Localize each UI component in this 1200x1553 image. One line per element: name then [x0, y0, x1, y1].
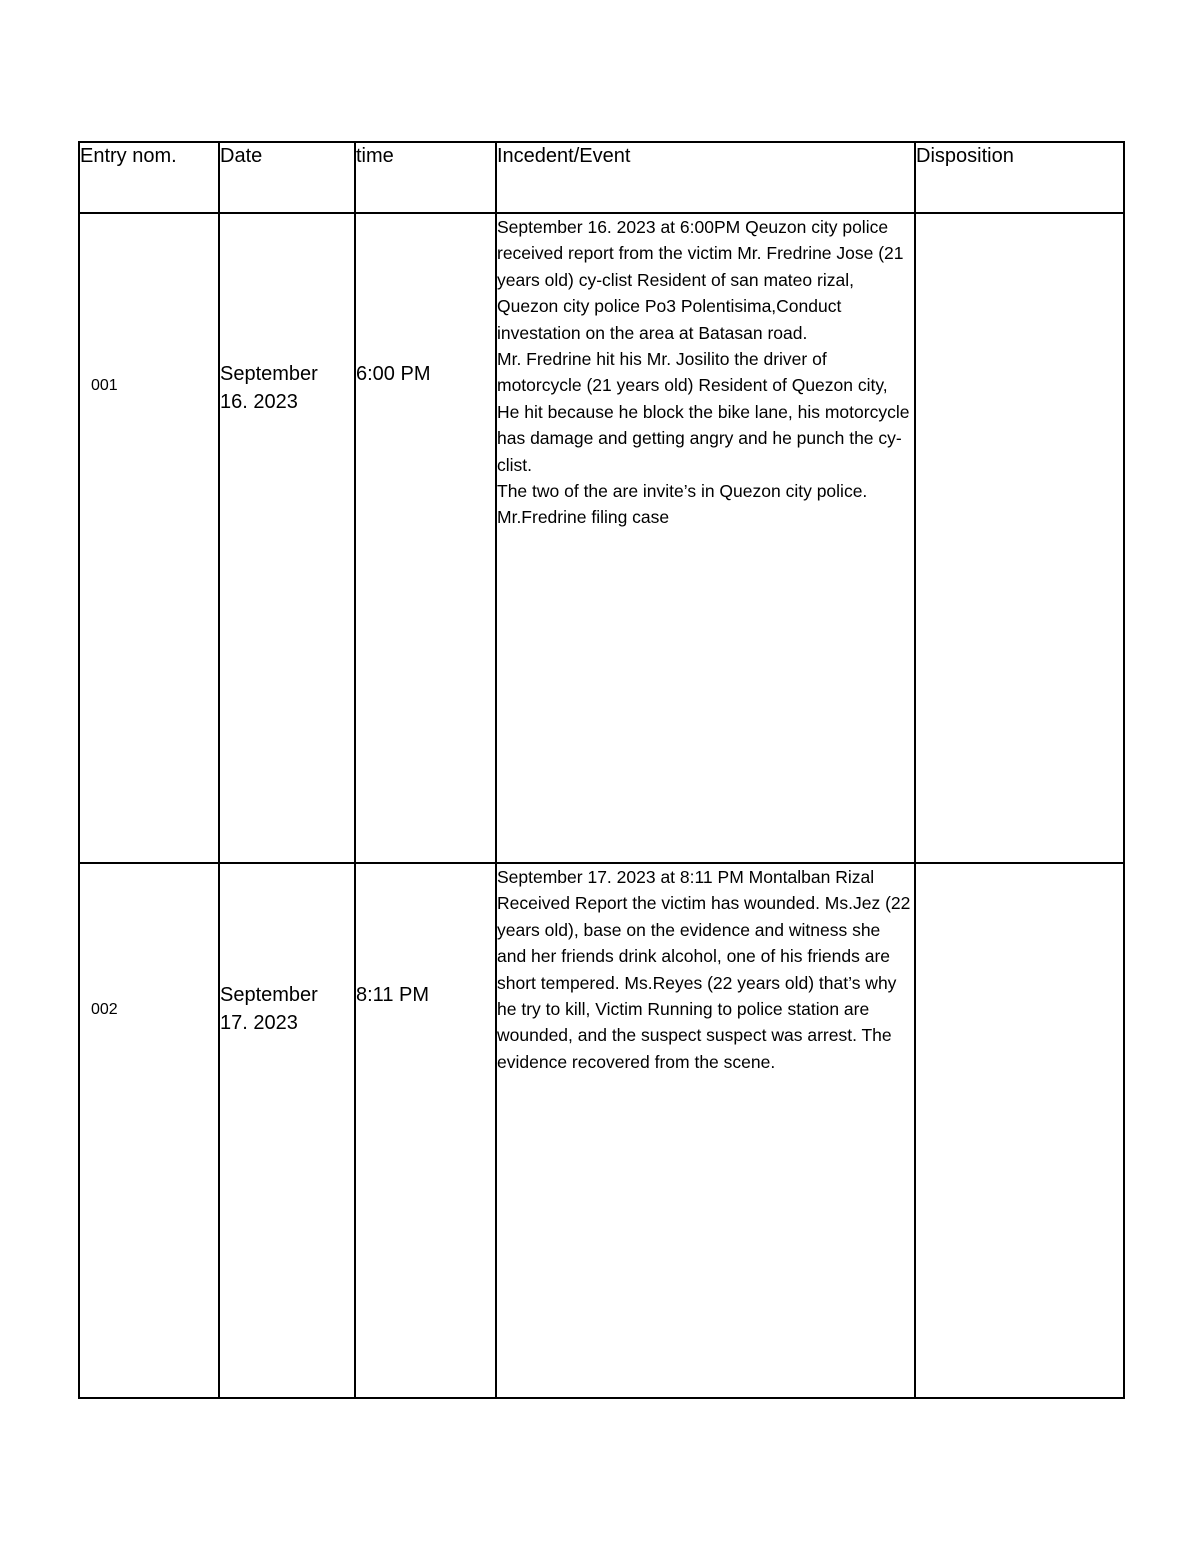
header-date: Date [219, 142, 355, 213]
entry-number: 001 [91, 377, 118, 394]
table-row [79, 213, 1124, 863]
event-cell [496, 863, 915, 1398]
table-header-row [79, 142, 1124, 213]
date-line-2: 16. 2023 [220, 391, 298, 413]
table-row [79, 863, 1124, 1398]
time-cell: 6:00 PM [355, 213, 496, 863]
event-paragraph: He hit because he block the bike lane, his motorcycle has damage and getting angry and he punch the cy-clist. [497, 401, 910, 475]
event-paragraph: September 16. 2023 at 6:00PM Qeuzon city police received report from the victim Mr. Fredrine Jose (21 years old) cy-clist Resident of san mateo rizal, Quezon city police Po3 Polentisima,Conduct investation on the area at Batasan road. [497, 217, 904, 343]
disposition-cell [915, 863, 1124, 1398]
event-cell [496, 213, 915, 863]
header-entry: Entry nom. [79, 142, 219, 213]
date-line-1: September [220, 363, 318, 385]
incident-log-table [78, 141, 1125, 1399]
header-event: Incedent/Event [496, 142, 915, 213]
header-time: time [355, 142, 496, 213]
date-cell [219, 863, 355, 1398]
entry-number: 002 [91, 1001, 118, 1018]
date-cell [219, 213, 355, 863]
disposition-cell [915, 213, 1124, 863]
header-disposition: Disposition [915, 142, 1124, 213]
date-line-1: September [220, 984, 318, 1006]
event-paragraph: Mr. Fredrine hit his Mr. Josilito the driver of motorcycle (21 years old) Resident of Quezon city, [497, 349, 888, 396]
event-paragraph: The two of the are invite’s in Quezon city police. Mr.Fredrine filing case [497, 481, 868, 528]
event-paragraph: September 17. 2023 at 8:11 PM Montalban Rizal Received Report the victim has wounded. Ms.Jez (22 years old), base on the evidence and witness she and her friends drink alcohol, one of his friends are short tempered. Ms.Reyes (22 years old) that’s why he try to kill, Victim Running to police station are wounded, and the suspect suspect was arrest. The evidence recovered from the scene. [497, 867, 911, 1072]
date-line-2: 17. 2023 [220, 1012, 298, 1034]
entry-cell [79, 863, 219, 1398]
entry-cell [79, 213, 219, 863]
time-cell: 8:11 PM [355, 863, 496, 1398]
